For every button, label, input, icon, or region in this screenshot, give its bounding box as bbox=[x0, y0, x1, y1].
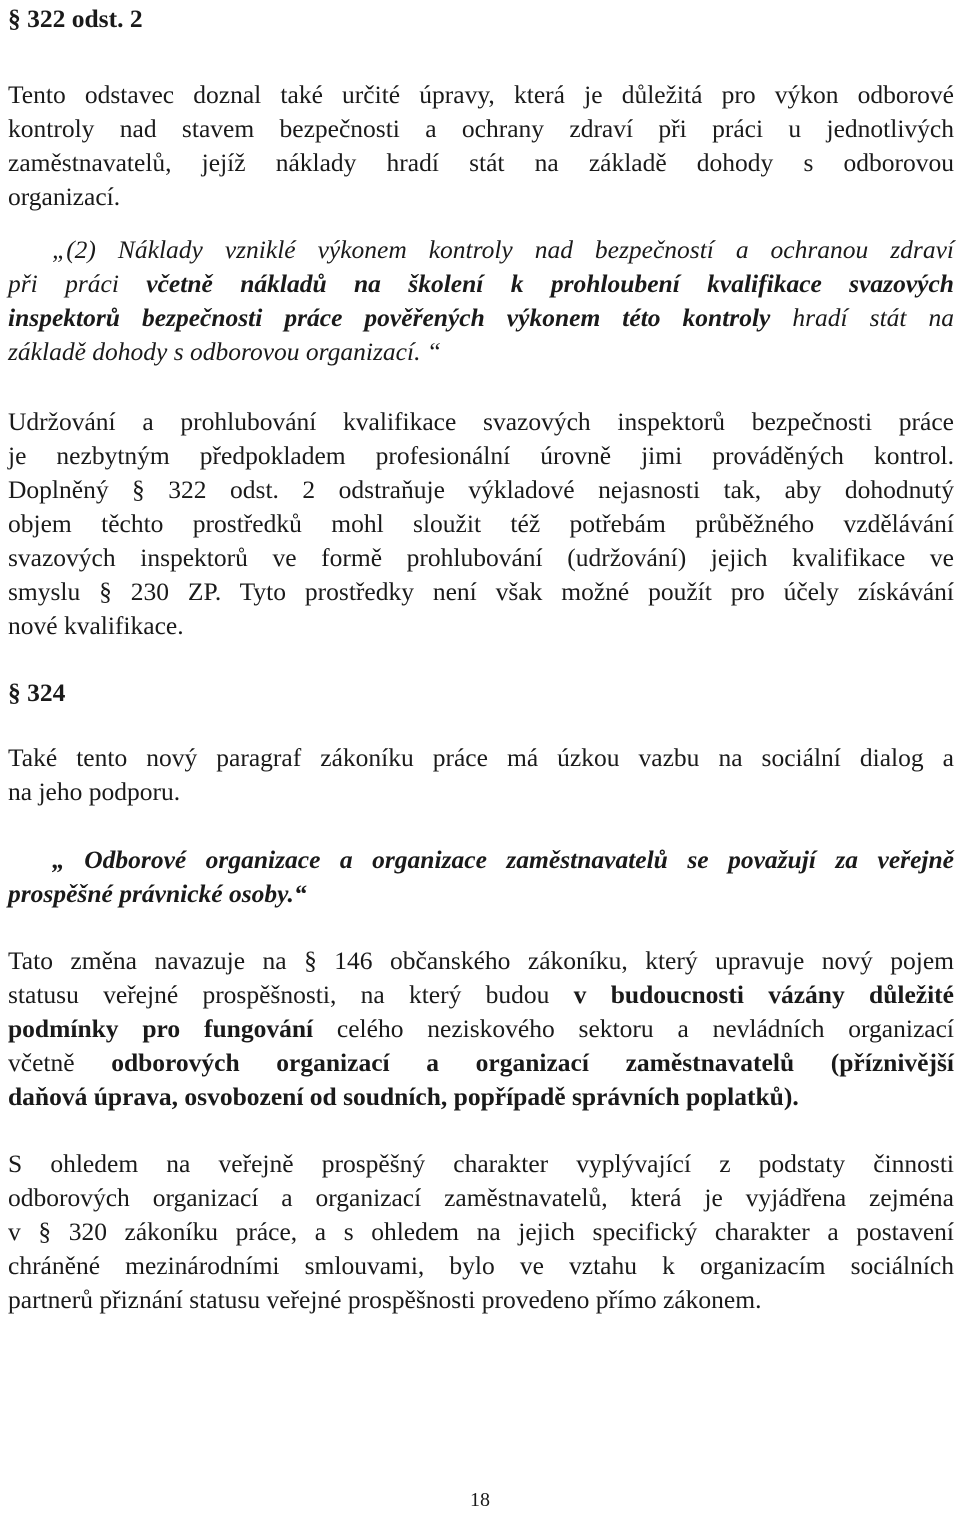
p2-line-2: je nezbytným předpokladem profesionální úrovně jimi prováděných kontrol. bbox=[8, 441, 954, 470]
quote2-line-1 bbox=[8, 843, 954, 877]
quote-paragraph-324 bbox=[8, 843, 954, 911]
paragraph-2 bbox=[8, 405, 954, 643]
section-heading-324 bbox=[8, 676, 954, 710]
quote2-line-1-text: Odborové organizace a organizace zaměstnavatelů se považují za veřejně bbox=[64, 845, 954, 874]
quote1-line-4 bbox=[8, 335, 954, 369]
quote1-line-3-bold: inspektorů bezpečnosti práce pověřených výkonem této kontroly bbox=[8, 303, 771, 332]
heading-324-text: § 324 bbox=[8, 678, 66, 707]
p1-line-2: kontroly nad stavem bezpečnosti a ochrany zdraví při práci u jednotlivých bbox=[8, 114, 954, 143]
p4-line-2 bbox=[8, 978, 954, 1012]
p1-line-1: Tento odstavec doznal také určité úpravy, která je důležitá pro výkon odborové bbox=[8, 80, 954, 109]
quote1-line-1 bbox=[8, 233, 954, 267]
p2-line-5: svazových inspektorů ve formě prohlubování (udržování) jejich kvalifikace ve bbox=[8, 543, 954, 572]
p1-line-3: zaměstnavatelů, jejíž náklady hradí stát na základě dohody s odborovou bbox=[8, 148, 954, 177]
quote1-open-mark: „ bbox=[52, 235, 67, 264]
quote1-line-2-regular: při práci bbox=[8, 269, 147, 298]
p5-line-4: chráněné mezinárodními smlouvami, bylo ve vztahu k organizacím sociálních bbox=[8, 1251, 954, 1280]
p5-line-2: odborových organizací a organizací zaměstnavatelů, která je vyjádřena zejména bbox=[8, 1183, 954, 1212]
quote1-line-1-text: (2) Náklady vzniklé výkonem kontroly nad bezpečností a ochranou zdraví bbox=[66, 235, 954, 264]
p5-line-1: S ohledem na veřejně prospěšný charakter vyplývající z podstaty činnosti bbox=[8, 1149, 954, 1178]
quote1-line-3 bbox=[8, 301, 954, 335]
quote1-close-mark: “ bbox=[426, 337, 442, 366]
p5-line-5: partnerů přiznání statusu veřejné prospěšnosti provedeno přímo zákonem. bbox=[8, 1285, 762, 1314]
quote-paragraph-322 bbox=[8, 233, 954, 369]
quote2-line-2-text: prospěšné právnické osoby. bbox=[8, 879, 294, 908]
p2-line-3: Doplněný § 322 odst. 2 odstraňuje výkladové nejasnosti tak, aby dohodnutý bbox=[8, 475, 954, 504]
p3-line-1: Také tento nový paragraf zákoníku práce má úzkou vazbu na sociální dialog a bbox=[8, 743, 954, 772]
p2-line-6: smyslu § 230 ZP. Tyto prostředky není však možné použít pro účely získávání bbox=[8, 577, 954, 606]
p4-line-3 bbox=[8, 1012, 954, 1046]
quote2-close-mark: “ bbox=[293, 879, 307, 908]
p2-line-7: nové kvalifikace. bbox=[8, 611, 184, 640]
paragraph-1 bbox=[8, 78, 954, 214]
p4-line-4 bbox=[8, 1046, 954, 1080]
heading-322-text: § 322 odst. 2 bbox=[8, 4, 143, 33]
p1-line-4: organizací. bbox=[8, 182, 121, 211]
p4-line-3-regular: celého neziskového sektoru a nevládních organizací bbox=[313, 1014, 954, 1043]
p4-line-4-bold: odborových organizací a organizací zaměstnavatelů (příznivější bbox=[111, 1048, 954, 1077]
p4-line-2-regular: statusu veřejné prospěšnosti, na který budou bbox=[8, 980, 574, 1009]
p4-line-5: daňová úprava, osvobození od soudních, popřípadě správních poplatků). bbox=[8, 1082, 799, 1111]
quote2-open-mark: „ bbox=[52, 845, 65, 874]
page-number: 18 bbox=[470, 1489, 490, 1511]
quote2-line-2 bbox=[8, 877, 954, 911]
p4-line-4-regular: včetně bbox=[8, 1048, 112, 1077]
quote1-line-2-bold: včetně nákladů na školení k prohloubení kvalifikace svazových bbox=[146, 269, 954, 298]
section-heading-322 bbox=[8, 2, 954, 36]
quote1-line-3-regular: hradí stát na bbox=[770, 303, 954, 332]
paragraph-3 bbox=[8, 741, 954, 809]
quote1-line-2 bbox=[8, 267, 954, 301]
p2-line-4: objem těchto prostředků mohl sloužit též potřebám průběžného vzdělávání bbox=[8, 509, 954, 538]
p4-line-1: Tato změna navazuje na § 146 občanského zákoníku, který upravuje nový pojem bbox=[8, 946, 954, 975]
p4-line-3-bold: podmínky pro fungování bbox=[8, 1014, 314, 1043]
p5-line-3: v § 320 zákoníku práce, a s ohledem na jejich specifický charakter a postavení bbox=[8, 1217, 954, 1246]
p3-line-2: na jeho podporu. bbox=[8, 777, 181, 806]
paragraph-5 bbox=[8, 1147, 954, 1317]
p4-line-2-bold: v budoucnosti vázány důležité bbox=[573, 980, 954, 1009]
p2-line-1: Udržování a prohlubování kvalifikace svazových inspektorů bezpečnosti práce bbox=[8, 407, 954, 436]
paragraph-4 bbox=[8, 944, 954, 1114]
quote1-line-4-text: základě dohody s odborovou organizací. bbox=[8, 337, 421, 366]
